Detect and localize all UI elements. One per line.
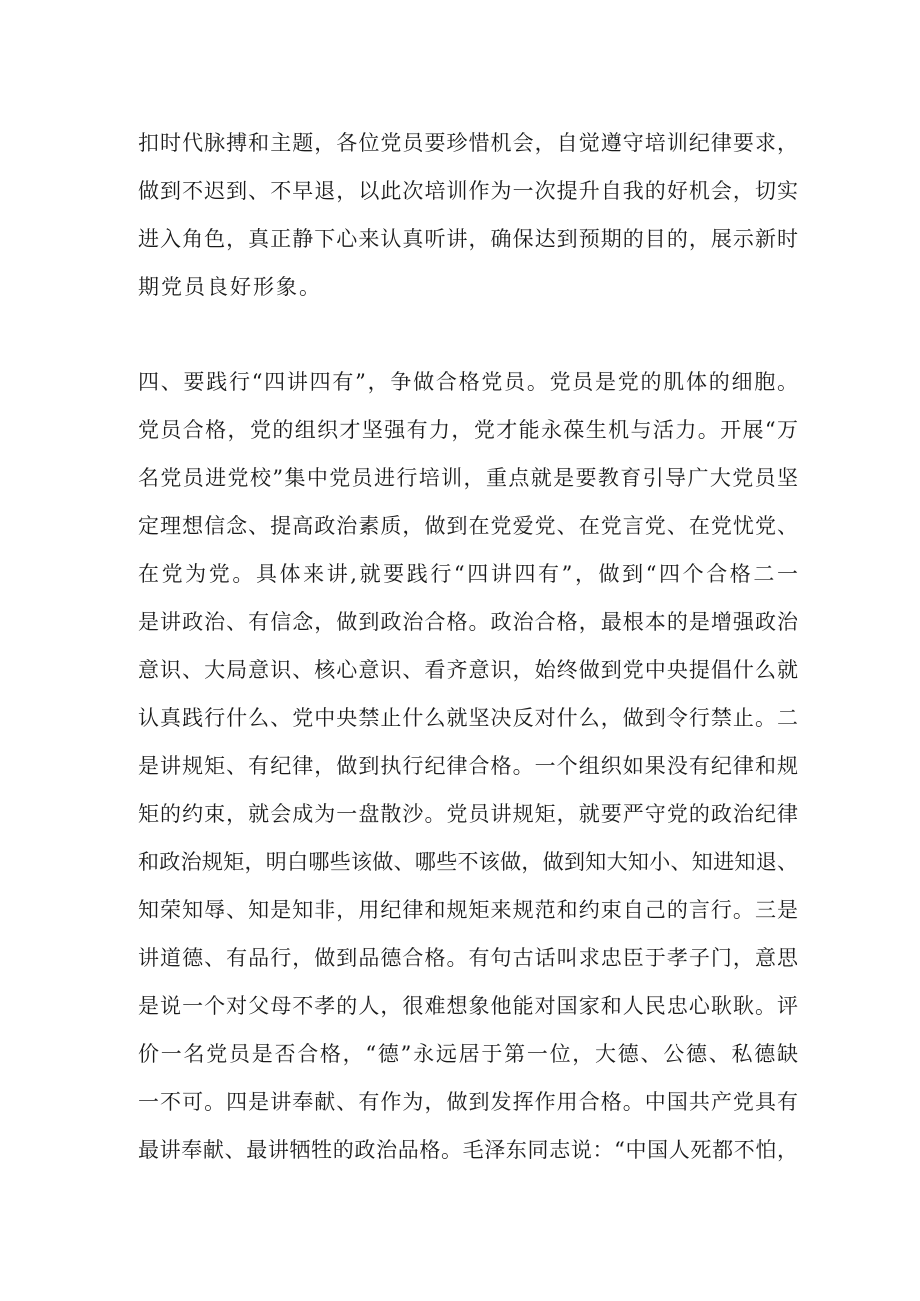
text-line: 扣时代脉搏和主题，各位党员要珍惜机会，自觉遵守培训纪律要求， — [138, 131, 798, 155]
text-line: 定理想信念、提高政治素质，做到在党爱党、在党言党、在党忧党、 — [138, 514, 798, 538]
paragraph-training-discipline — [138, 119, 798, 311]
text-line: 最讲奉献、最讲牺牲的政治品格。毛泽东同志说：“中国人死都不怕， — [138, 1138, 798, 1162]
text-line: 价一名党员是否合格，“德”永远居于第一位，大德、公德、私德缺 — [138, 1042, 798, 1066]
paragraph-four-talks-four-haves — [138, 358, 798, 1174]
text-line: 意识、大局意识、核心意识、看齐意识，始终做到党中央提倡什么就 — [138, 658, 798, 682]
text-line: 在党为党。具体来讲,就要践行“四讲四有”，做到“四个合格二一 — [138, 562, 798, 586]
text-line: 认真践行什么、党中央禁止什么就坚决反对什么，做到令行禁止。二 — [138, 706, 798, 730]
text-line: 知荣知辱、知是知非，用纪律和规矩来规范和约束自己的言行。三是 — [138, 898, 798, 922]
text-line: 和政治规矩，明白哪些该做、哪些不该做，做到知大知小、知进知退、 — [138, 850, 798, 874]
text-line: 进入角色，真正静下心来认真听讲，确保达到预期的目的，展示新时 — [138, 227, 798, 251]
text-line: 讲道德、有品行，做到品德合格。有句古话叫求忠臣于孝子门，意思 — [138, 946, 798, 970]
text-line: 期党员良好形象。 — [138, 275, 322, 299]
text-line: 做到不迟到、不早退，以此次培训作为一次提升自我的好机会，切实 — [138, 179, 798, 203]
text-line: 矩的约束，就会成为一盘散沙。党员讲规矩，就要严守党的政治纪律 — [138, 802, 798, 826]
text-line: 是讲政治、有信念，做到政治合格。政治合格，最根本的是增强政治 — [138, 610, 798, 634]
text-line: 是说一个对父母不孝的人，很难想象他能对国家和人民忠心耿耿。评 — [138, 994, 798, 1018]
text-line: 是讲规矩、有纪律，做到执行纪律合格。一个组织如果没有纪律和规 — [138, 754, 798, 778]
text-line: 一不可。四是讲奉献、有作为，做到发挥作用合格。中国共产党具有 — [138, 1090, 798, 1114]
text-line: 四、要践行“四讲四有”，争做合格党员。党员是党的肌体的细胞。 — [138, 370, 798, 394]
text-line: 名党员进党校”集中党员进行培训，重点就是要教育引导广大党员坚 — [138, 466, 798, 490]
text-line: 党员合格，党的组织才坚强有力，党才能永葆生机与活力。开展“万 — [138, 418, 798, 442]
